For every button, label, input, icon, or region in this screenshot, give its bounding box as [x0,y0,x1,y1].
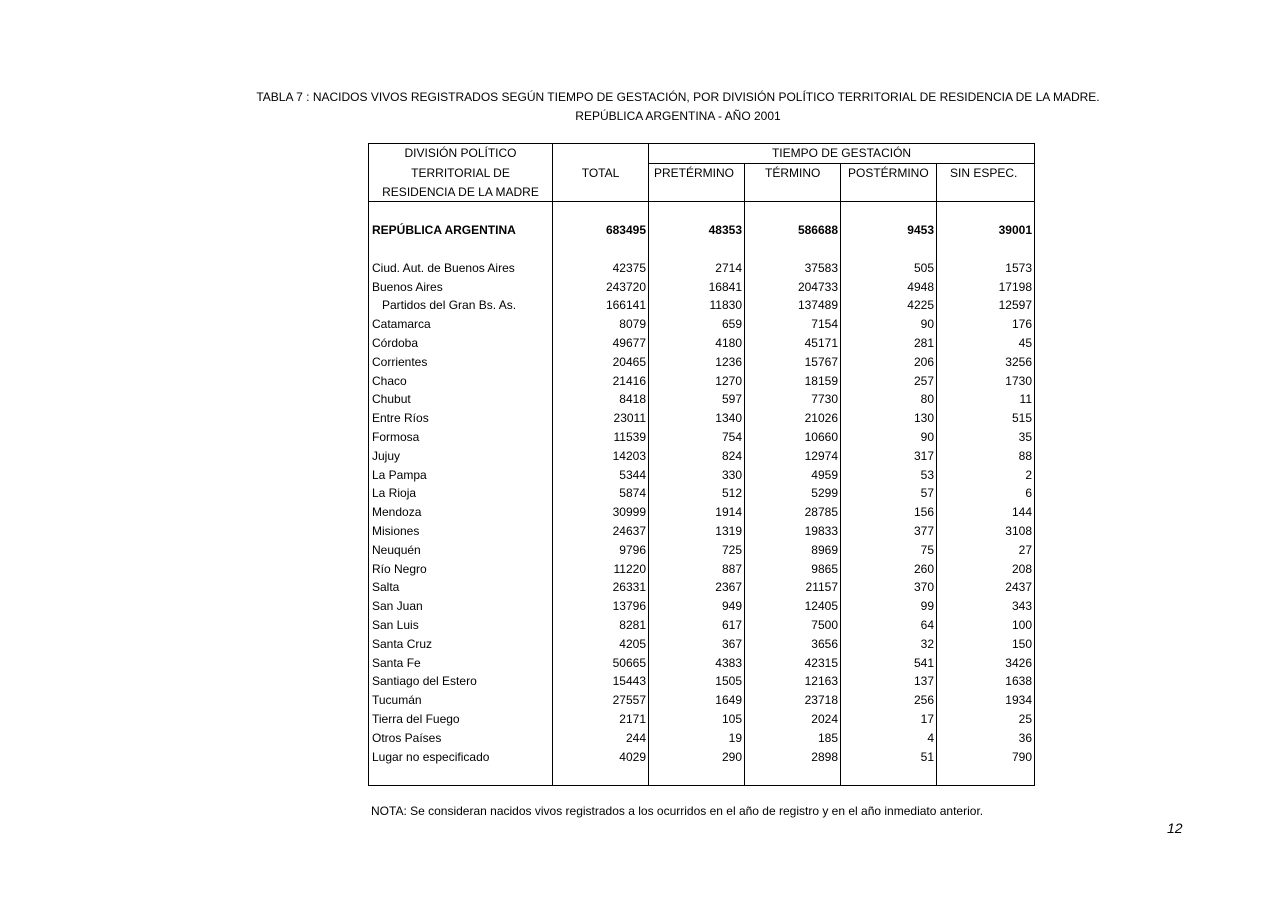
row-name: Jujuy [369,447,553,466]
row-postermino: 53 [841,466,937,485]
header-row-2 [369,163,1035,182]
national-total-row [369,221,1035,240]
row-termino: 9865 [745,560,841,579]
row-postermino: 260 [841,560,937,579]
row-sin-espec: 45 [937,334,1035,353]
row-name: Partidos del Gran Bs. As. [369,296,553,315]
row-postermino: 64 [841,616,937,635]
row-sin-espec: 1638 [937,672,1035,691]
national-total: 683495 [553,221,649,240]
row-total: 23011 [553,409,649,428]
row-postermino: 156 [841,503,937,522]
row-total: 5874 [553,484,649,503]
table-row [369,409,1035,428]
row-total: 49677 [553,334,649,353]
row-total: 20465 [553,353,649,372]
row-name: Ciud. Aut. de Buenos Aires [369,259,553,278]
row-termino: 2024 [745,710,841,729]
row-pretermino: 1649 [649,691,745,710]
row-pretermino: 19 [649,729,745,748]
row-name: Catamarca [369,315,553,334]
row-postermino: 137 [841,672,937,691]
row-name: Chaco [369,372,553,391]
table-row [369,259,1035,278]
row-total: 8281 [553,616,649,635]
row-total: 11539 [553,428,649,447]
row-total: 50665 [553,654,649,673]
table-row [369,484,1035,503]
row-sin-espec: 3256 [937,353,1035,372]
row-postermino: 90 [841,315,937,334]
row-name: Otros Países [369,729,553,748]
row-pretermino: 824 [649,447,745,466]
row-pretermino: 754 [649,428,745,447]
row-total: 15443 [553,672,649,691]
row-total: 244 [553,729,649,748]
row-termino: 10660 [745,428,841,447]
row-termino: 37583 [745,259,841,278]
row-total: 27557 [553,691,649,710]
row-total: 13796 [553,597,649,616]
row-sin-espec: 25 [937,710,1035,729]
row-sin-espec: 515 [937,409,1035,428]
row-name: Misiones [369,522,553,541]
row-termino: 12405 [745,597,841,616]
row-pretermino: 11830 [649,296,745,315]
table-row [369,635,1035,654]
row-sin-espec: 3426 [937,654,1035,673]
table-subtitle: REPÚBLICA ARGENTINA - AÑO 2001 [575,109,781,123]
header-division-line3: RESIDENCIA DE LA MADRE [369,183,553,202]
row-postermino: 317 [841,447,937,466]
row-pretermino: 330 [649,466,745,485]
national-postermino: 9453 [841,221,937,240]
table-row [369,672,1035,691]
row-sin-espec: 11 [937,390,1035,409]
row-postermino: 377 [841,522,937,541]
row-pretermino: 1236 [649,353,745,372]
row-postermino: 257 [841,372,937,391]
national-sin-espec: 39001 [937,221,1035,240]
header-total-top [553,144,649,164]
table-row [369,560,1035,579]
row-total: 42375 [553,259,649,278]
row-sin-espec: 12597 [937,296,1035,315]
row-pretermino: 659 [649,315,745,334]
row-name: San Luis [369,616,553,635]
table-row [369,691,1035,710]
row-name: San Juan [369,597,553,616]
header-row-1 [369,144,1035,164]
row-name: Salta [369,578,553,597]
table-row [369,748,1035,767]
row-name: Lugar no especificado [369,748,553,767]
row-name: Neuquén [369,541,553,560]
row-total: 21416 [553,372,649,391]
table-row [369,466,1035,485]
row-name: La Pampa [369,466,553,485]
table-row [369,315,1035,334]
row-sin-espec: 2 [937,466,1035,485]
row-postermino: 80 [841,390,937,409]
table-row [369,729,1035,748]
row-total: 4205 [553,635,649,654]
row-pretermino: 2714 [649,259,745,278]
row-sin-espec: 36 [937,729,1035,748]
row-pretermino: 887 [649,560,745,579]
row-total: 166141 [553,296,649,315]
row-name: Buenos Aires [369,278,553,297]
row-postermino: 370 [841,578,937,597]
row-sin-espec: 208 [937,560,1035,579]
national-termino: 586688 [745,221,841,240]
row-sin-espec: 790 [937,748,1035,767]
row-pretermino: 105 [649,710,745,729]
table-row [369,447,1035,466]
row-postermino: 90 [841,428,937,447]
row-postermino: 206 [841,353,937,372]
row-sin-espec: 150 [937,635,1035,654]
row-termino: 12974 [745,447,841,466]
row-postermino: 99 [841,597,937,616]
row-postermino: 51 [841,748,937,767]
header-total: TOTAL [553,163,649,182]
row-termino: 185 [745,729,841,748]
row-sin-espec: 3108 [937,522,1035,541]
row-pretermino: 1270 [649,372,745,391]
row-total: 9796 [553,541,649,560]
table-note: NOTA: Se consideran nacidos vivos registrados a los ocurridos en el año de registro y en el año inmediato anterior. [371,804,984,818]
row-postermino: 17 [841,710,937,729]
row-termino: 7730 [745,390,841,409]
row-pretermino: 4383 [649,654,745,673]
row-total: 24637 [553,522,649,541]
row-sin-espec: 6 [937,484,1035,503]
row-name: Chubut [369,390,553,409]
header-sin-espec: SIN ESPEC. [937,163,1035,182]
row-termino: 4959 [745,466,841,485]
header-pretermino: PRETÉRMINO [649,163,745,182]
national-name: REPÚBLICA ARGENTINA [369,221,553,240]
row-termino: 15767 [745,353,841,372]
header-division-line2: TERRITORIAL DE [369,163,553,182]
row-sin-espec: 35 [937,428,1035,447]
row-name: La Rioja [369,484,553,503]
row-termino: 21157 [745,578,841,597]
header-tiempo-gestacion: TIEMPO DE GESTACIÓN [649,144,1035,164]
row-postermino: 256 [841,691,937,710]
row-postermino: 4 [841,729,937,748]
header-termino: TÉRMINO [745,163,841,182]
row-pretermino: 597 [649,390,745,409]
row-postermino: 281 [841,334,937,353]
row-termino: 5299 [745,484,841,503]
row-total: 11220 [553,560,649,579]
row-sin-espec: 17198 [937,278,1035,297]
row-total: 5344 [553,466,649,485]
row-sin-espec: 27 [937,541,1035,560]
row-total: 243720 [553,278,649,297]
row-sin-espec: 88 [937,447,1035,466]
row-postermino: 4948 [841,278,937,297]
row-termino: 19833 [745,522,841,541]
row-termino: 7500 [745,616,841,635]
row-termino: 18159 [745,372,841,391]
row-termino: 204733 [745,278,841,297]
row-termino: 137489 [745,296,841,315]
row-pretermino: 1505 [649,672,745,691]
row-postermino: 75 [841,541,937,560]
row-termino: 21026 [745,409,841,428]
row-total: 26331 [553,578,649,597]
row-termino: 7154 [745,315,841,334]
row-total: 4029 [553,748,649,767]
table-row [369,597,1035,616]
header-row-3 [369,183,1035,202]
row-pretermino: 949 [649,597,745,616]
table-row [369,710,1035,729]
row-name: Córdoba [369,334,553,353]
table-row [369,654,1035,673]
row-name: Entre Ríos [369,409,553,428]
row-termino: 8969 [745,541,841,560]
table-row [369,296,1035,315]
row-postermino: 32 [841,635,937,654]
row-termino: 45171 [745,334,841,353]
table-row [369,522,1035,541]
row-postermino: 4225 [841,296,937,315]
row-name: Mendoza [369,503,553,522]
row-sin-espec: 1730 [937,372,1035,391]
row-termino: 2898 [745,748,841,767]
row-pretermino: 512 [649,484,745,503]
table-row [369,616,1035,635]
row-pretermino: 725 [649,541,745,560]
row-pretermino: 4180 [649,334,745,353]
row-total: 8079 [553,315,649,334]
row-sin-espec: 1573 [937,259,1035,278]
row-sin-espec: 144 [937,503,1035,522]
row-name: Tucumán [369,691,553,710]
row-name: Santa Fe [369,654,553,673]
row-total: 14203 [553,447,649,466]
row-pretermino: 367 [649,635,745,654]
row-name: Santiago del Estero [369,672,553,691]
table-row [369,541,1035,560]
page-number: 12 [1167,820,1183,836]
row-pretermino: 1914 [649,503,745,522]
table-row [369,372,1035,391]
table-title: TABLA 7 : NACIDOS VIVOS REGISTRADOS SEGÚN TIEMPO DE GESTACIÓN, POR DIVISIÓN POLÍTICO TERRITORIAL DE RESIDENCIA DE LA MADRE. [256,90,1100,104]
header-postermino: POSTÉRMINO [841,163,937,182]
row-termino: 12163 [745,672,841,691]
row-total: 8418 [553,390,649,409]
header-division-line1: DIVISIÓN POLÍTICO [369,144,553,164]
row-sin-espec: 100 [937,616,1035,635]
row-postermino: 57 [841,484,937,503]
row-pretermino: 617 [649,616,745,635]
row-sin-espec: 176 [937,315,1035,334]
row-pretermino: 290 [649,748,745,767]
row-name: Corrientes [369,353,553,372]
table-row [369,428,1035,447]
row-pretermino: 1319 [649,522,745,541]
row-sin-espec: 1934 [937,691,1035,710]
row-total: 2171 [553,710,649,729]
row-name: Formosa [369,428,553,447]
row-postermino: 541 [841,654,937,673]
row-termino: 3656 [745,635,841,654]
row-name: Santa Cruz [369,635,553,654]
row-sin-espec: 2437 [937,578,1035,597]
row-pretermino: 1340 [649,409,745,428]
table-row [369,503,1035,522]
table-row [369,578,1035,597]
row-postermino: 130 [841,409,937,428]
row-pretermino: 16841 [649,278,745,297]
row-name: Río Negro [369,560,553,579]
table-row [369,353,1035,372]
births-table [368,143,1035,786]
row-pretermino: 2367 [649,578,745,597]
row-sin-espec: 343 [937,597,1035,616]
row-termino: 42315 [745,654,841,673]
row-termino: 28785 [745,503,841,522]
row-termino: 23718 [745,691,841,710]
row-name: Tierra del Fuego [369,710,553,729]
row-postermino: 505 [841,259,937,278]
national-pretermino: 48353 [649,221,745,240]
row-total: 30999 [553,503,649,522]
table-row [369,278,1035,297]
table-row [369,334,1035,353]
table-row [369,390,1035,409]
